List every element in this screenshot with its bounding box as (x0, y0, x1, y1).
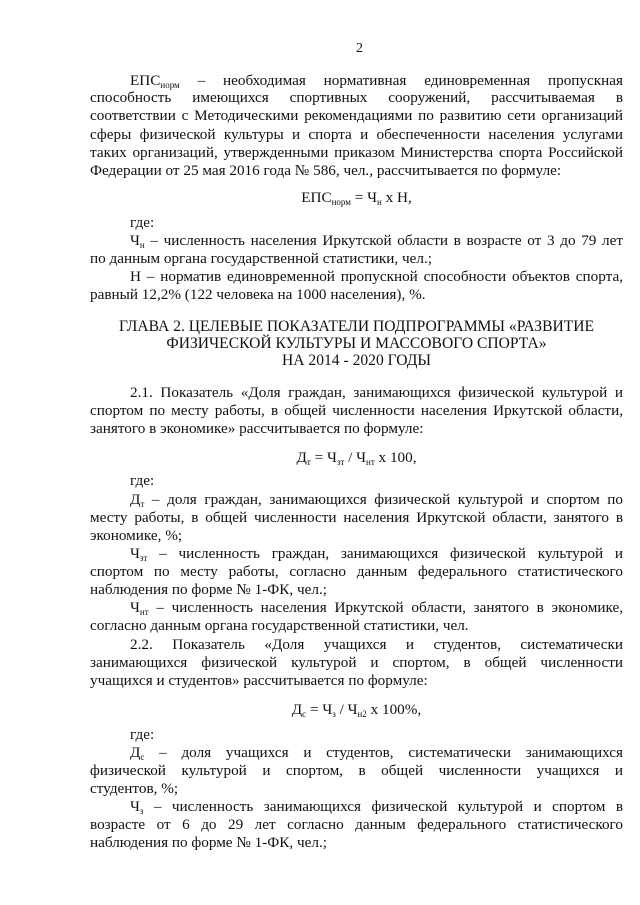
text-line: $Ч_з$ – численность занимающихся физической культурой и спортом в (130, 798, 623, 816)
text-line: занятого в экономике» рассчитывается по формуле: (90, 420, 424, 437)
text-line: 2.1. Показатель «Доля граждан, занимающихся физической культурой и (130, 384, 623, 401)
text-line: учащихся и студентов» рассчитывается по формуле: (90, 672, 428, 689)
text-line: студентов, %; (90, 780, 179, 797)
text-line: $ЕПС_{норм} = Ч_н$ х Н, (301, 189, 412, 207)
text-line: соответствии с Методическими рекомендациями по развитию сети организаций (90, 107, 623, 124)
text-line: $Д_с = Ч_з / Ч_{н2}$ х 100%, (291, 701, 422, 719)
text-line: ГЛАВА 2. ЦЕЛЕВЫЕ ПОКАЗАТЕЛИ ПОДПРОГРАММЫ «РАЗВИТИЕ (118, 318, 595, 335)
text-line: спортом по месту работы, согласно данным федерального статистического (90, 563, 623, 580)
text-line: согласно данным органа государственной статистики, чел. (90, 617, 469, 634)
text-line: $Ч_н$ – численность населения Иркутской области в возрасте от 3 до 79 лет (130, 232, 623, 250)
text-line: $Д_т$ – доля граждан, занимающихся физической культурой и спортом по (130, 491, 623, 509)
text-line: ФИЗИЧЕСКОЙ КУЛЬТУРЫ И МАССОВОГО СПОРТА» (166, 335, 547, 352)
text-line: $ЕПС_{норм}$ – необходимая нормативная единовременная пропускная (130, 72, 623, 90)
text-line: способность имеющихся спортивных сооружений, рассчитываемая в (90, 89, 623, 106)
text-line: таких организаций, утвержденными приказом Министерства спорта Российской (90, 144, 623, 161)
text-line: Н – норматив единовременной пропускной способности объектов спорта, (130, 268, 623, 285)
text-line: экономике, %; (90, 527, 183, 544)
text-line: $Ч_{нт}$ – численность населения Иркутской области, занятого в экономике, (130, 599, 623, 617)
text-line: $Д_с$ – доля учащихся и студентов, систематически занимающихся (130, 744, 623, 762)
text-line: где: (130, 726, 155, 743)
text-line: НА 2014 - 2020 ГОДЫ (281, 352, 432, 369)
text-line: по данным органа государственной статистики, чел.; (90, 250, 432, 267)
text-line: где: (130, 472, 155, 489)
text-line: возрасте от 6 до 29 лет согласно данным федерального статистического (90, 816, 623, 833)
text-line: где: (130, 214, 155, 231)
text-line: равный 12,2% (122 человека на 1000 населения), %. (90, 286, 426, 303)
text-line: наблюдения по форме № 1-ФК, чел.; (90, 834, 327, 851)
text-line: месту работы, в общей численности населения Иркутской области, занятого в (90, 509, 623, 526)
text-line: сферы физической культуры и спорта и обеспеченности населения услугами (90, 126, 623, 143)
page-number: 2 (356, 41, 363, 56)
text-line: занимающихся физической культурой и спортом, в общей численности (90, 654, 623, 671)
text-line: 2.2. Показатель «Доля учащихся и студентов, систематически (130, 636, 623, 653)
text-line: Федерации от 25 мая 2016 года № 586, чел., рассчитывается по формуле: (90, 162, 562, 179)
text-line: наблюдения по форме № 1-ФК, чел.; (90, 581, 327, 598)
text-line: физической культурой и спортом, в общей численности учащихся и (90, 762, 623, 779)
text-line: спортом по месту работы, в общей численности населения Иркутской области, (90, 402, 623, 419)
text-line: $Д_т = Ч_{зт} / Ч_{нт}$ х 100, (296, 449, 417, 467)
text-line: $Ч_{зт}$ – численность граждан, занимающихся физической культурой и (130, 545, 623, 563)
